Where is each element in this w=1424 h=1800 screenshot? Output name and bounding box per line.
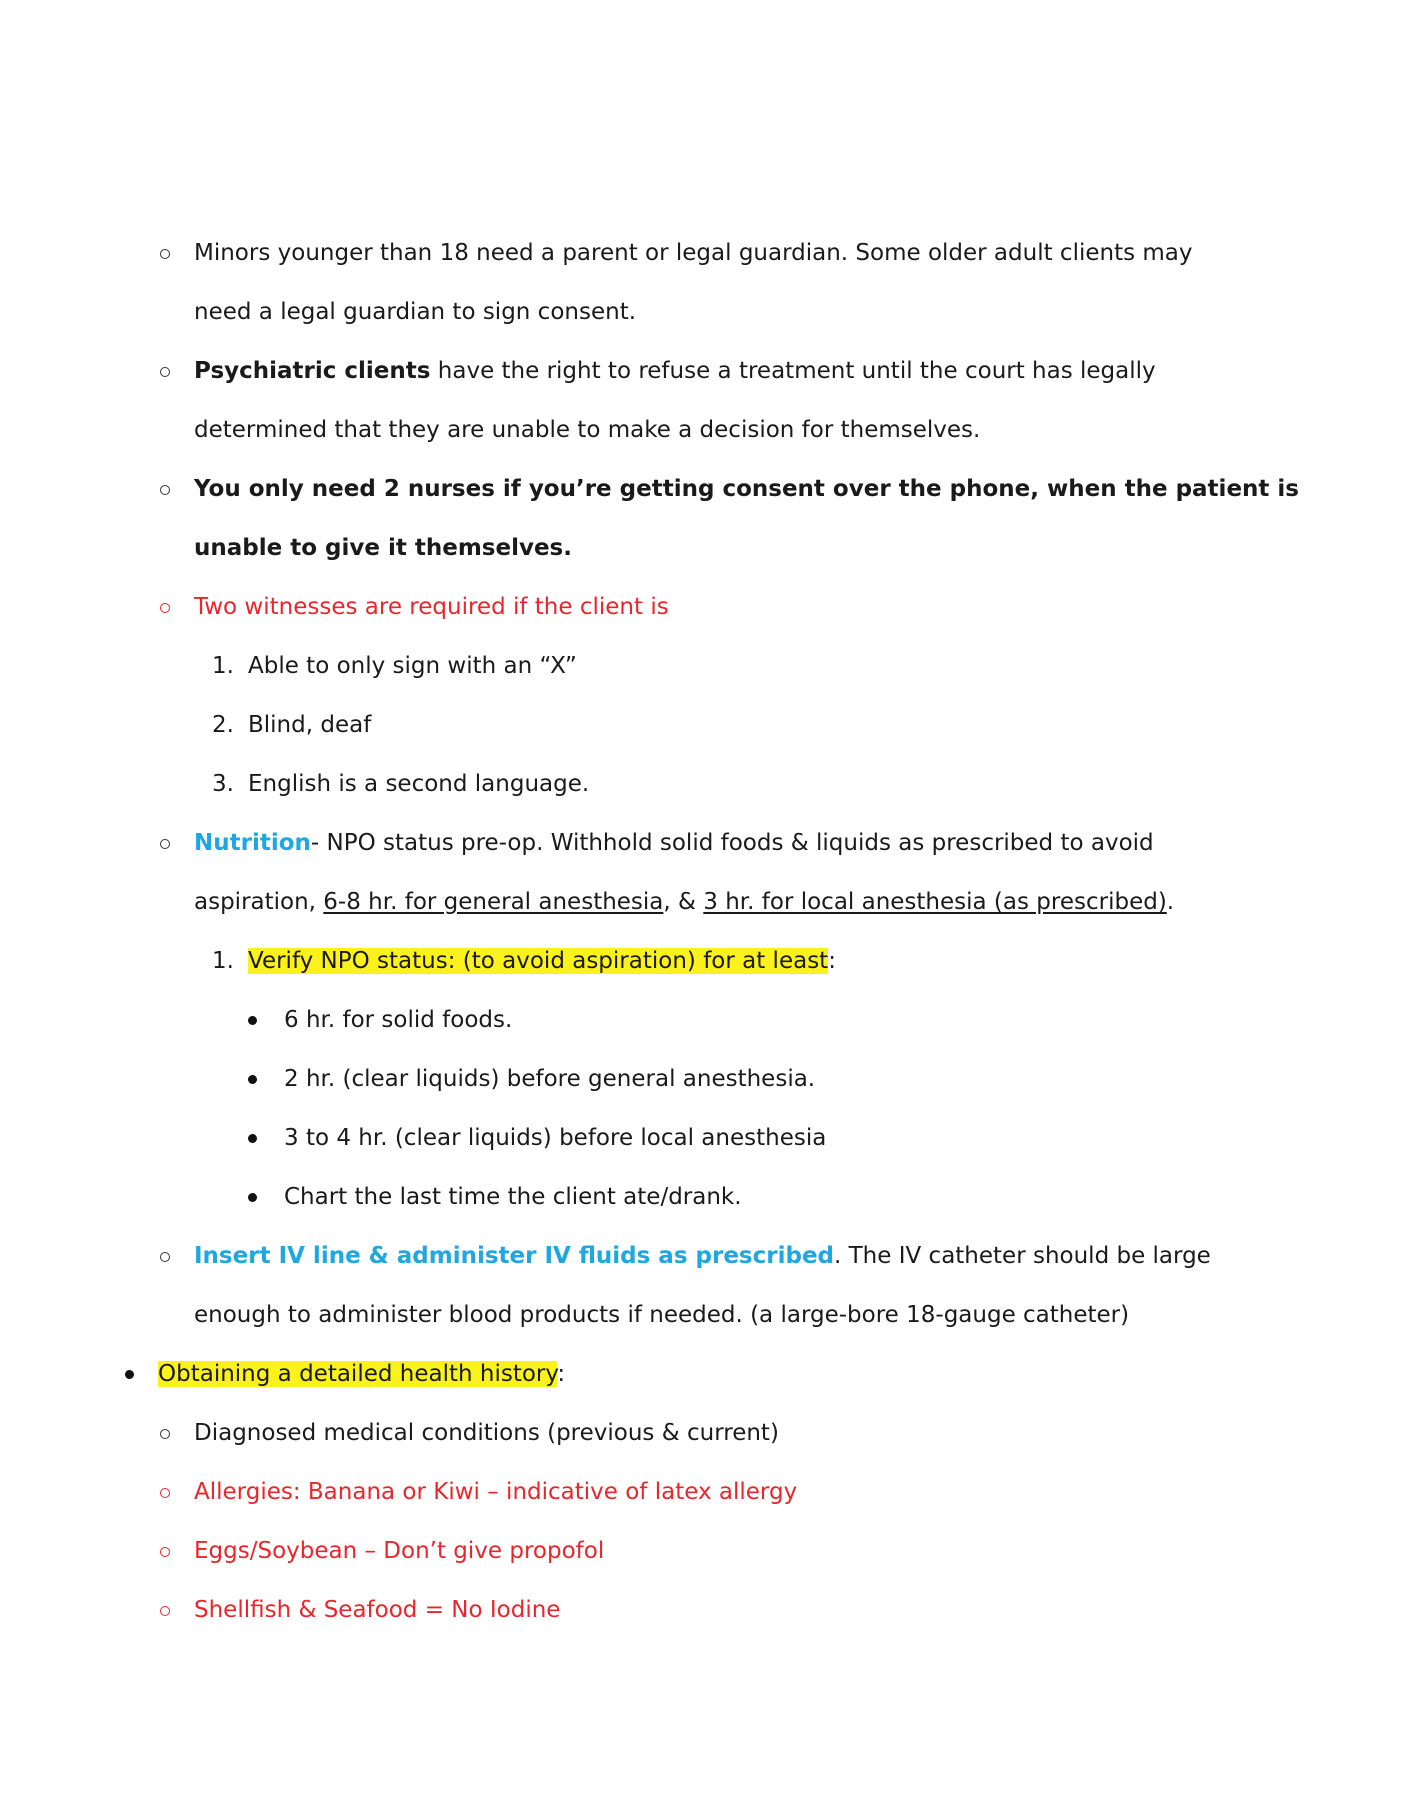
two-nurses-line-2: unable to give it themselves. xyxy=(194,535,572,561)
verify-npo-line xyxy=(248,945,836,977)
disc-bullet-icon xyxy=(248,1075,257,1084)
nutrition-line-2 xyxy=(194,886,1174,918)
circle-bullet-icon xyxy=(160,1488,170,1498)
list-number: 3. xyxy=(212,771,234,797)
health-history-colon: : xyxy=(557,1361,566,1387)
health-history-item-3: Eggs/Soybean – Don’t give propofol xyxy=(194,1538,605,1564)
psychiatric-line-2: determined that they are unable to make a decision for themselves. xyxy=(194,417,981,443)
minors-line-1: Minors younger than 18 need a parent or legal guardian. Some older adult clients may xyxy=(194,240,1193,266)
witness-item-1: Able to only sign with an “X” xyxy=(248,653,577,679)
circle-bullet-icon xyxy=(160,839,170,849)
npo-bullet-1: 6 hr. for solid foods. xyxy=(284,1007,513,1033)
iv-label: Insert IV line & administer IV fluids as prescribed xyxy=(194,1243,835,1269)
iv-line-1-rest: . The IV catheter should be large xyxy=(834,1243,1211,1269)
nutrition-line-1-rest: - NPO status pre-op. Withhold solid foods & liquids as prescribed to avoid xyxy=(310,830,1154,856)
general-anesthesia-underlined: 6-8 hr. for general anesthesia xyxy=(323,889,664,915)
npo-bullet-4: Chart the last time the client ate/drank. xyxy=(284,1184,742,1210)
circle-bullet-icon xyxy=(160,1547,170,1557)
circle-bullet-icon xyxy=(160,1429,170,1439)
witnesses-heading: Two witnesses are required if the client is xyxy=(194,594,669,620)
npo-bullet-3: 3 to 4 hr. (clear liquids) before local anesthesia xyxy=(284,1125,827,1151)
disc-bullet-icon xyxy=(125,1370,134,1379)
local-anesthesia-underlined: 3 hr. for local anesthesia (as prescribed) xyxy=(703,889,1167,915)
nutrition-label: Nutrition xyxy=(194,830,311,856)
psychiatric-line-1-rest: have the right to refuse a treatment until the court has legally xyxy=(430,358,1156,384)
list-number: 1. xyxy=(212,948,234,974)
circle-bullet-icon xyxy=(160,603,170,613)
iv-line-1 xyxy=(194,1240,1211,1272)
health-history-item-4: Shellfish & Seafood = No Iodine xyxy=(194,1597,561,1623)
circle-bullet-icon xyxy=(160,249,170,259)
nutrition-line-2-a: aspiration, xyxy=(194,889,324,915)
two-nurses-line-1: You only need 2 nurses if you’re getting consent over the phone, when the patient is xyxy=(194,476,1299,502)
psychiatric-line-1 xyxy=(194,355,1156,387)
psychiatric-bold-label: Psychiatric clients xyxy=(194,358,431,384)
list-number: 2. xyxy=(212,712,234,738)
iv-line-2: enough to administer blood products if needed. (a large-bore 18-gauge catheter) xyxy=(194,1302,1130,1328)
nutrition-line-1 xyxy=(194,827,1154,859)
disc-bullet-icon xyxy=(248,1016,257,1025)
minors-line-2: need a legal guardian to sign consent. xyxy=(194,299,637,325)
health-history-highlight: Obtaining a detailed health history xyxy=(158,1361,558,1387)
health-history-heading xyxy=(158,1358,565,1390)
circle-bullet-icon xyxy=(160,1606,170,1616)
nutrition-line-2-b: , & xyxy=(663,889,704,915)
nutrition-line-2-c: . xyxy=(1166,889,1175,915)
circle-bullet-icon xyxy=(160,1252,170,1262)
health-history-item-2: Allergies: Banana or Kiwi – indicative of latex allergy xyxy=(194,1479,798,1505)
circle-bullet-icon xyxy=(160,485,170,495)
verify-npo-highlight: Verify NPO status: (to avoid aspiration) for at least xyxy=(248,948,829,974)
circle-bullet-icon xyxy=(160,367,170,377)
witness-item-3: English is a second language. xyxy=(248,771,590,797)
witness-item-2: Blind, deaf xyxy=(248,712,372,738)
list-number: 1. xyxy=(212,653,234,679)
health-history-item-1: Diagnosed medical conditions (previous & current) xyxy=(194,1420,779,1446)
verify-npo-colon: : xyxy=(828,948,836,974)
disc-bullet-icon xyxy=(248,1134,257,1143)
npo-bullet-2: 2 hr. (clear liquids) before general anesthesia. xyxy=(284,1066,816,1092)
disc-bullet-icon xyxy=(248,1193,257,1202)
